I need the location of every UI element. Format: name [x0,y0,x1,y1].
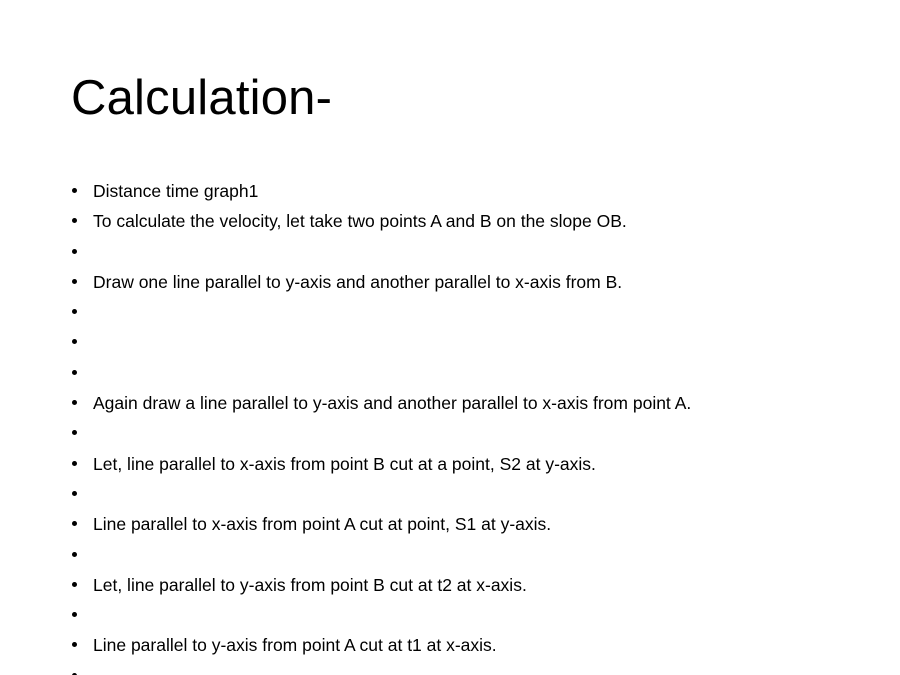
bullet-item [71,663,691,675]
bullet-item [71,360,691,390]
bullet-icon [72,521,77,526]
bullet-icon [72,491,77,496]
bullet-icon [72,552,77,557]
bullet-text: Line parallel to x-axis from point A cut at point, S1 at y-axis. [93,514,552,535]
bullet-icon [72,279,77,284]
bullet-text: Distance time graph1 [93,181,259,201]
bullet-icon [72,309,77,314]
bullet-icon [72,188,77,193]
bullet-item [71,390,691,420]
bullet-item [71,239,691,269]
bullet-icon [72,218,77,223]
bullet-item [71,178,691,208]
bullet-text: Line parallel to y-axis from point A cut at t1 at x-axis. [93,635,497,656]
bullet-item [71,572,691,602]
bullet-text: To calculate the velocity, let take two points A and B on the slope OB. [93,211,627,232]
bullet-icon [72,582,77,587]
slide-title: Calculation- [71,71,333,125]
bullet-text: Draw one line parallel to y-axis and another parallel to x-axis from B. [93,271,623,292]
bullet-text: Let, line parallel to y-axis from point B cut at t2 at x-axis. [93,574,527,595]
bullet-item [71,420,691,450]
bullet-icon [72,400,77,405]
bullet-item [71,542,691,572]
bullet-text: Let, line parallel to x-axis from point B cut at a point, S2 at y-axis. [93,453,596,474]
bullet-icon [72,370,77,375]
bullet-icon [72,642,77,647]
bullet-icon [72,249,77,254]
bullet-icon [72,612,77,617]
bullet-item [71,511,691,541]
bullet-item [71,602,691,632]
bullet-icon [72,461,77,466]
bullet-icon [72,339,77,344]
bullet-list [71,178,691,675]
bullet-text: Again draw a line parallel to y-axis and another parallel to x-axis from point A. [93,393,692,414]
bullet-item [71,481,691,511]
bullet-item [71,208,691,238]
bullet-item [71,632,691,662]
bullet-item [71,329,691,359]
bullet-item [71,451,691,481]
bullet-icon [72,430,77,435]
bullet-item [71,299,691,329]
bullet-item [71,269,691,299]
